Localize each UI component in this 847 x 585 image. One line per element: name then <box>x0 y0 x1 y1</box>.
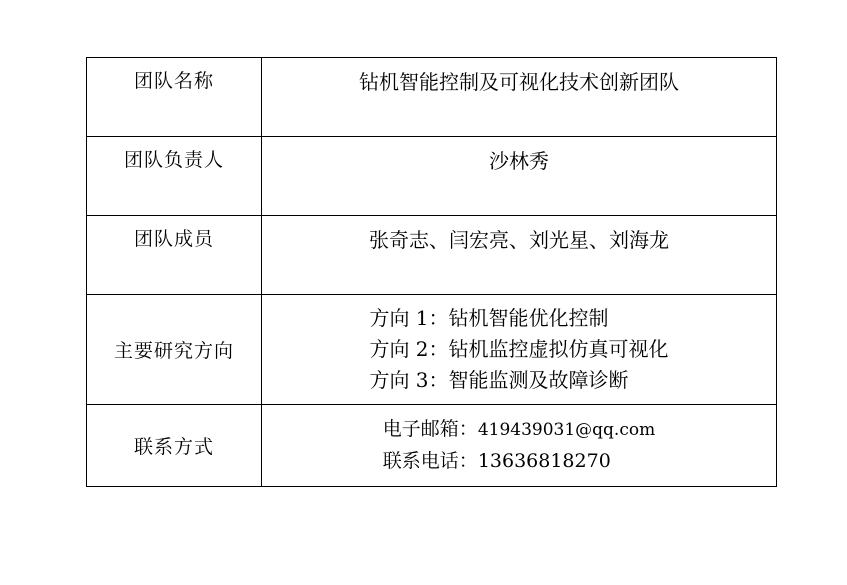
contact-details <box>383 413 655 478</box>
research-directions-label: 主要研究方向 <box>113 340 234 362</box>
contact-value-cell <box>262 405 777 487</box>
contact-label-cell <box>87 405 262 487</box>
contact-phone-value: 13636818270 <box>477 450 611 473</box>
team-members-value: 张奇志、闫宏亮、刘光星、刘海龙 <box>369 228 669 252</box>
team-leader-label-cell <box>87 137 262 216</box>
team-leader-value: 沙林秀 <box>489 149 549 173</box>
team-name-label: 团队名称 <box>133 70 214 92</box>
research-directions-value <box>262 295 776 404</box>
table-row <box>87 216 777 295</box>
contact-value <box>262 405 776 486</box>
research-directions-value-cell <box>262 295 777 405</box>
contact-phone-line <box>383 445 655 477</box>
table-row <box>87 295 777 405</box>
contact-phone-label: 联系电话： <box>382 450 478 473</box>
team-leader-label: 团队负责人 <box>123 149 224 171</box>
team-leader-value-cell <box>262 137 777 216</box>
team-members-value-cell <box>262 216 777 295</box>
table-row <box>87 137 777 216</box>
contact-email-label: 电子邮箱： <box>382 418 478 440</box>
list-item: 方向 3：智能监测及故障诊断 <box>369 368 629 392</box>
team-members-label: 团队成员 <box>133 228 214 250</box>
research-directions-list <box>369 303 668 396</box>
table-row <box>87 58 777 137</box>
list-item: 方向 1：钻机智能优化控制 <box>369 306 609 330</box>
contact-email-line <box>383 413 655 445</box>
research-directions-label-cell <box>87 295 262 405</box>
team-members-label-cell <box>87 216 262 295</box>
team-name-value: 钻机智能控制及可视化技术创新团队 <box>359 70 679 94</box>
table-row <box>87 405 777 487</box>
team-name-label-cell <box>87 58 262 137</box>
team-info-table <box>86 57 777 487</box>
list-item: 方向 2：钻机监控虚拟仿真可视化 <box>369 337 669 361</box>
contact-email-value: 419439031@qq.com <box>477 420 656 440</box>
contact-label: 联系方式 <box>133 435 214 458</box>
team-name-value-cell <box>262 58 777 137</box>
